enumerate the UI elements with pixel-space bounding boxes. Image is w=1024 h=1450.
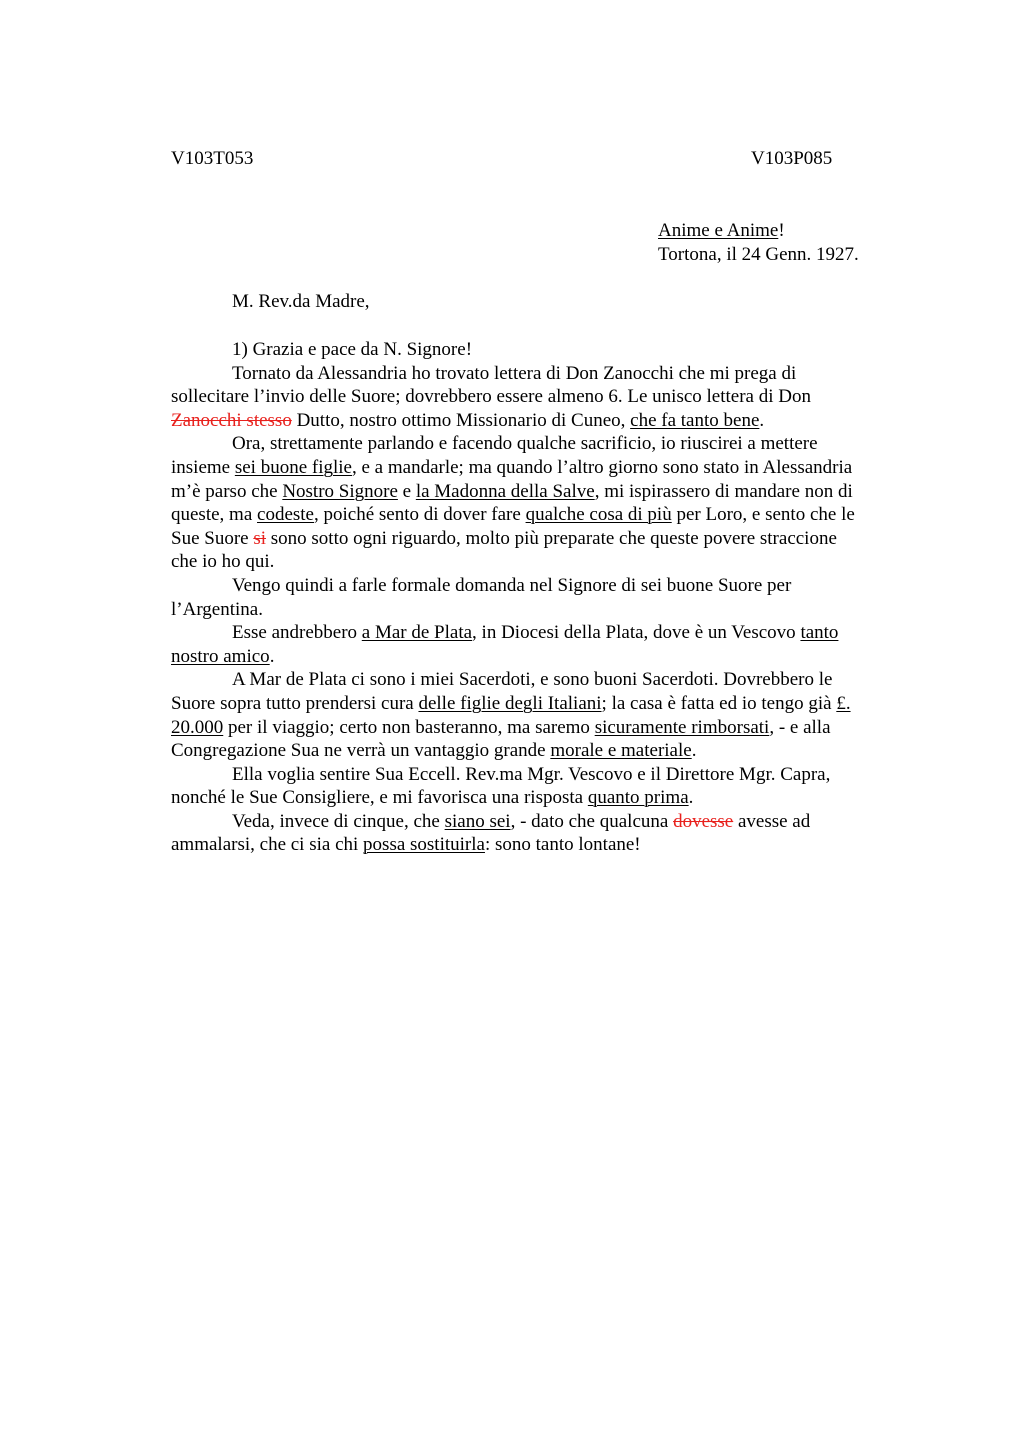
text-segment: A Mar de Plata ci sono i miei Sacerdoti, e sono buoni Sacerdoti. Dovrebbero le — [232, 669, 833, 691]
underlined-text: £. — [836, 692, 851, 714]
text-segment: Congregazione Sua ne verrà un vantaggio grande — [171, 740, 551, 762]
motto-punctuation: ! — [778, 220, 785, 241]
text-segment: . — [759, 409, 765, 431]
letter-line — [171, 338, 931, 362]
letter-line — [171, 645, 931, 669]
letter-line — [171, 786, 931, 810]
underlined-text: qualche cosa di più — [525, 504, 672, 526]
text-segment: , - e alla — [769, 716, 831, 738]
text-segment: per Loro, e sento che le — [671, 504, 855, 526]
underlined-text: la Madonna della Salve — [415, 480, 595, 502]
letter-line — [171, 480, 931, 504]
letter-line — [171, 763, 931, 787]
letter-line — [171, 527, 931, 551]
text-segment: Tornato da Alessandria ho trovato lettera di Don Zanocchi che mi prega di — [232, 362, 797, 384]
underlined-text: morale e materiale — [550, 740, 692, 762]
letter-line — [171, 550, 931, 574]
text-segment: , in Diocesi della Plata, dove è un Vescovo — [472, 622, 801, 644]
text-segment: . — [688, 787, 694, 809]
underlined-text: quanto prima — [587, 787, 689, 809]
letter-line — [171, 621, 931, 645]
text-segment: Sue Suore — [171, 527, 254, 549]
text-segment: Ora, strettamente parlando e facendo qualche sacrificio, io riuscirei a mettere — [232, 433, 818, 455]
text-segment: , - dato che qualcuna — [510, 810, 674, 832]
letter-line — [171, 456, 931, 480]
motto — [658, 219, 785, 243]
letter-line — [171, 739, 931, 763]
underlined-text: delle figlie degli Italiani — [418, 692, 602, 714]
text-segment: Vengo quindi a farle formale domanda nel Signore di sei buone Suore per — [232, 574, 792, 596]
letter-line — [171, 692, 931, 716]
dateline: Tortona, il 24 Genn. 1927. — [658, 244, 859, 265]
text-segment: e — [397, 480, 416, 502]
text-segment: m’è parso che — [171, 480, 283, 502]
letter-line — [171, 432, 931, 456]
underlined-text: sicuramente rimborsati — [594, 716, 770, 738]
underlined-text: possa sostituirla — [363, 834, 485, 856]
salutation: M. Rev.da Madre, — [232, 291, 370, 312]
text-segment: ammalarsi, che ci sia chi — [171, 834, 364, 856]
letter-line — [171, 810, 931, 834]
letter-line — [171, 503, 931, 527]
letter-line — [171, 409, 931, 433]
text-segment: nonché le Sue Consigliere, e mi favorisca una risposta — [171, 787, 588, 809]
underlined-text: Nostro Signore — [282, 480, 398, 502]
archive-code-right: V103P085 — [751, 148, 833, 169]
text-segment: . — [269, 645, 275, 667]
text-segment: che io ho qui. — [171, 551, 275, 573]
motto-text: Anime e Anime — [658, 220, 779, 241]
text-segment: . — [691, 740, 697, 762]
archive-code-left: V103T053 — [171, 148, 254, 169]
text-segment: , poiché sento di dover fare — [314, 504, 526, 526]
underlined-text: codeste — [257, 504, 314, 526]
text-segment: , mi ispirassero di mandare non di — [594, 480, 853, 502]
text-segment: sono sotto ogni riguardo, molto più preparate che queste povere straccione — [266, 527, 837, 549]
text-segment: avesse ad — [733, 810, 811, 832]
deleted-text: Zanocchi stesso — [171, 409, 292, 431]
letter-line — [171, 668, 931, 692]
underlined-text: a Mar de Plata — [361, 622, 473, 644]
text-segment: , e a mandarle; ma quando l’altro giorno sono stato in Alessandria — [352, 456, 853, 478]
underlined-text: 20.000 — [171, 716, 224, 738]
text-segment: Suore sopra tutto prendersi cura — [171, 692, 419, 714]
underlined-text: tanto — [800, 622, 839, 644]
text-segment: Ella voglia sentire Sua Eccell. Rev.ma Mgr. Vescovo e il Direttore Mgr. Capra, — [232, 763, 831, 785]
underlined-text: sei buone figlie — [234, 456, 352, 478]
letter-line — [171, 385, 931, 409]
deleted-text: dovesse — [673, 810, 734, 832]
text-segment: ; la casa è fatta ed io tengo già — [601, 692, 837, 714]
letter-body — [171, 338, 931, 857]
text-segment: : sono tanto lontane! — [484, 834, 641, 856]
text-segment: l’Argentina. — [171, 598, 263, 620]
text-segment: Dutto, nostro ottimo Missionario di Cuneo, — [291, 409, 631, 431]
text-segment: Veda, invece di cinque, che — [232, 810, 445, 832]
letter-line — [171, 598, 931, 622]
text-segment: 1) Grazia e pace da N. Signore! — [232, 339, 473, 360]
letter-line — [171, 833, 931, 857]
text-segment: sollecitare l’invio delle Suore; dovrebbero essere almeno 6. Le unisco lettera di Don — [171, 386, 811, 408]
letter-line — [171, 574, 931, 598]
underlined-text: nostro amico — [171, 645, 270, 667]
text-segment: Esse andrebbero — [232, 622, 362, 644]
letter-line — [171, 362, 931, 386]
text-segment: queste, ma — [171, 504, 258, 526]
text-segment: per il viaggio; certo non basteranno, ma saremo — [223, 716, 595, 738]
underlined-text: siano sei — [444, 810, 511, 832]
underlined-text: che fa tanto bene — [630, 409, 760, 431]
text-segment: insieme — [171, 456, 235, 478]
deleted-text: si — [253, 527, 267, 549]
letter-line — [171, 716, 931, 740]
